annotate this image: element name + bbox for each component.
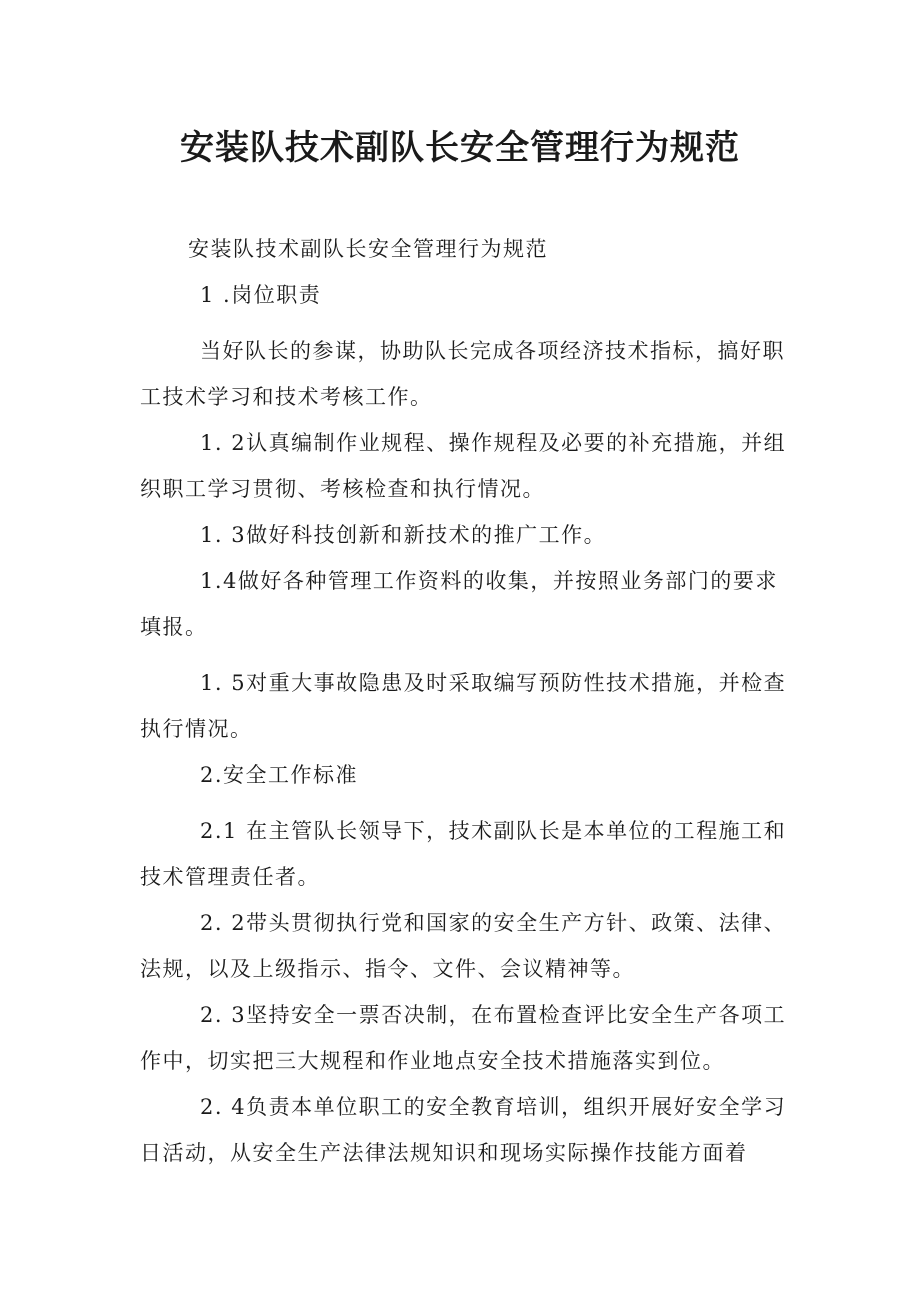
- subtitle-paragraph: 安装队技术副队长安全管理行为规范: [188, 237, 548, 261]
- section-heading-2: 2.安全工作标准: [200, 763, 359, 787]
- paragraph-2-3: 2. 3坚持安全一票否决制，在布置检查评比安全生产各项工作中，切实把三大规程和作业地点安全技术措施落实到位。: [140, 1003, 787, 1073]
- paragraph-1-1: 当好队长的参谋，协助队长完成各项经济技术指标，搞好职工技术学习和技术考核工作。: [140, 339, 785, 409]
- paragraph-1-2: 1. 2认真编制作业规程、操作规程及必要的补充措施，并组织职工学习贯彻、考核检查和执行情况。: [140, 431, 787, 501]
- document-body: [140, 226, 790, 1176]
- section-heading-1: 1 .岗位职责: [200, 283, 322, 307]
- paragraph-1-4: 1.4做好各种管理工作资料的收集，并按照业务部门的要求填报。: [140, 569, 778, 639]
- paragraph-1-5: 1. 5对重大事故隐患及时采取编写预防性技术措施，并检查执行情况。: [140, 671, 787, 741]
- paragraph-2-1: 2.1 在主管队长领导下，技术副队长是本单位的工程施工和技术管理责任者。: [140, 819, 787, 889]
- document-title: 安装队技术副队长安全管理行为规范: [180, 128, 740, 168]
- paragraph-2-2: 2. 2带头贯彻执行党和国家的安全生产方针、政策、法律、法规，以及上级指示、指令、文件、会议精神等。: [140, 911, 787, 981]
- paragraph-1-3: 1. 3做好科技创新和新技术的推广工作。: [200, 523, 607, 547]
- paragraph-2-4: 2. 4负责本单位职工的安全教育培训，组织开展好安全学习日活动，从安全生产法律法规知识和现场实际操作技能方面着: [140, 1095, 787, 1165]
